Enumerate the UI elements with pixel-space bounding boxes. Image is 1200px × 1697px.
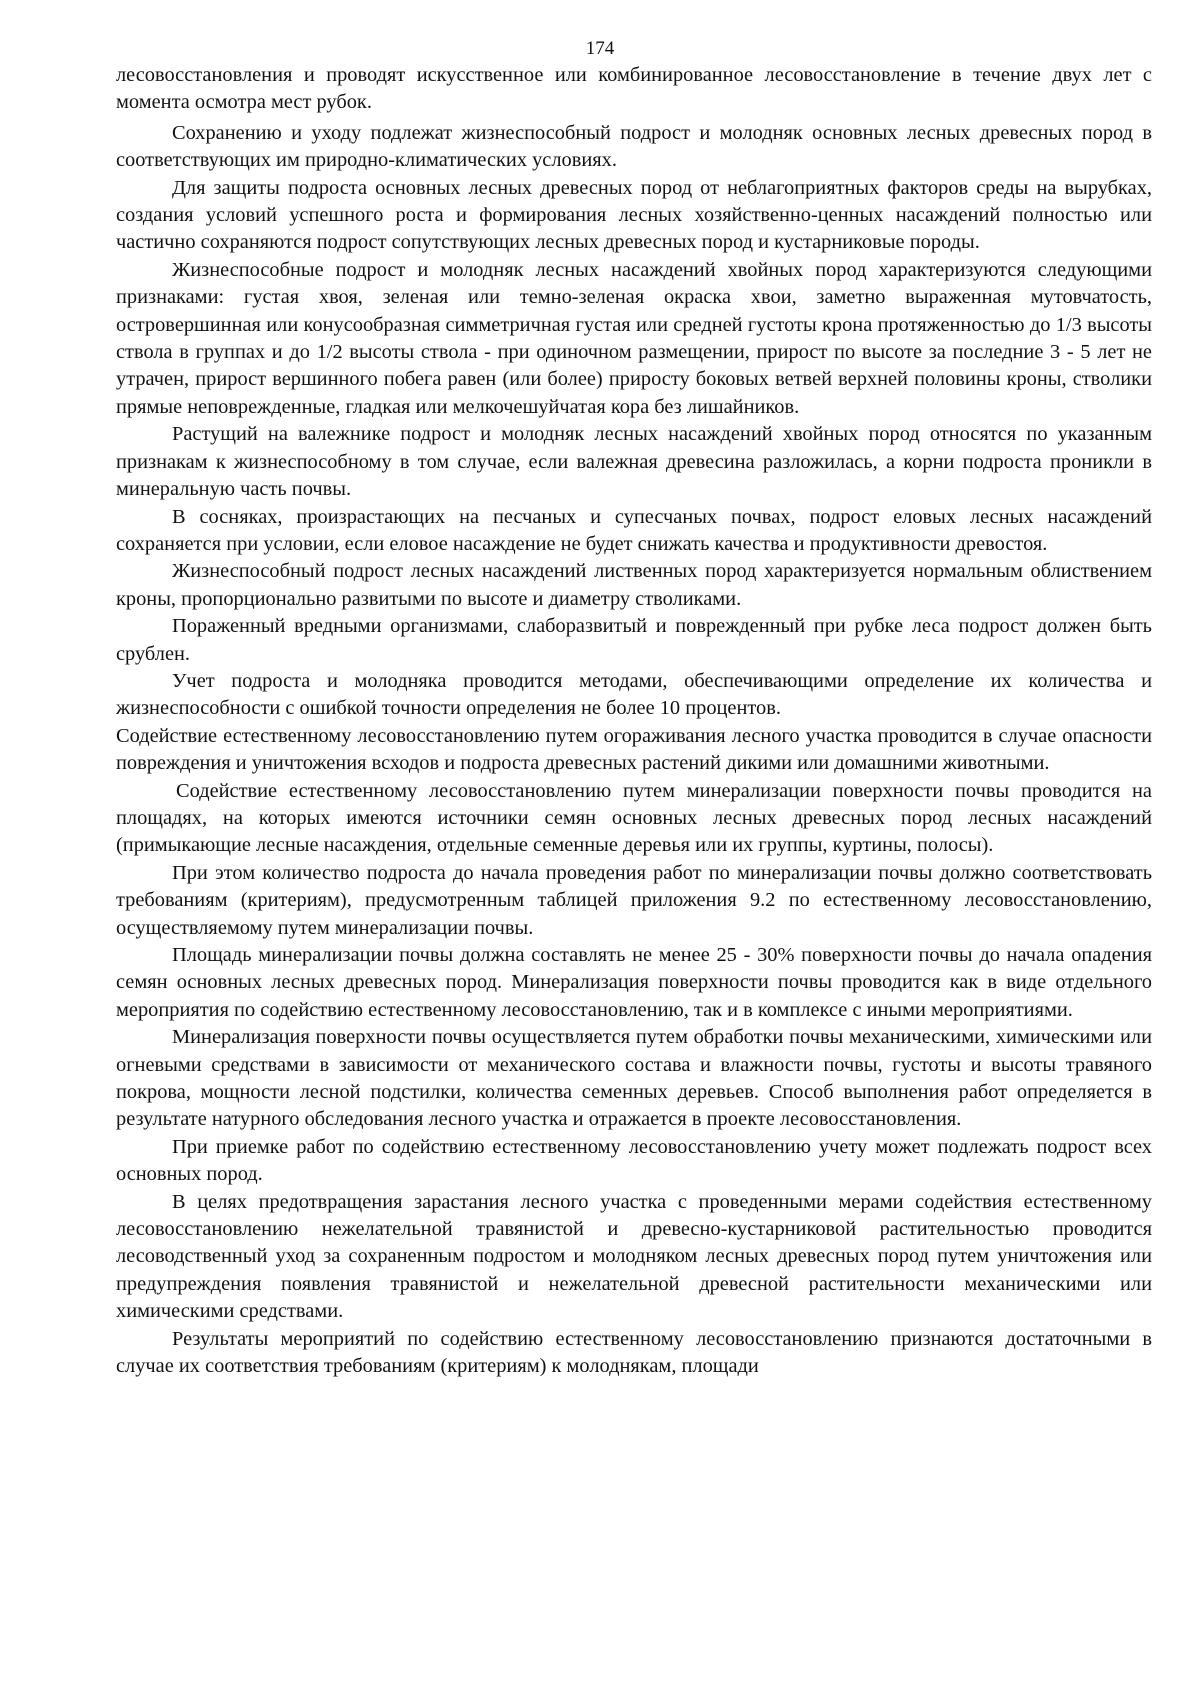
paragraph: Жизнеспособные подрост и молодняк лесных насаждений хвойных пород характеризуются следующими признаками: густая хвоя, зеленая или темно-зеленая окраска хвои, заметно выраженная мутовчатость, островершинная или конусообразная симметричная густая или средней густоты крона протяженностью до 1/3 высоты ствола в группах и до 1/2 высоты ствола - при одиночном размещении, прирост по высоте за последние 3 - 5 лет не утрачен, прирост вершинного побега равен (или более) приросту боковых ветвей верхней половины кроны, стволики прямые неповрежденные, гладкая или мелкочешуйчатая кора без лишайников. — [116, 258, 1152, 418]
paragraph: Жизнеспособный подрост лесных насаждений лиственных пород характеризуется нормальным облиствением кроны, пропорционально развитыми по высоте и диаметру стволиками. — [116, 560, 1152, 610]
paragraph: При этом количество подроста до начала проведения работ по минерализации почвы должно соответствовать требованиям (критериям), предусмотренным таблицей приложения 9.2 по естественному лесовосстановлению, осуществляемому путем минерализации почвы. — [116, 861, 1152, 939]
paragraph: Учет подроста и молодняка проводится методами, обеспечивающими определение их количества и жизнеспособности с ошибкой точности определения не более 10 процентов. — [116, 669, 1152, 720]
paragraph: Минерализация поверхности почвы осуществляется путем обработки почвы механическими, химическими или огневыми средствами в зависимости от механического состава и влажности почвы, густоты и высоты травяного покрова, мощности лесной подстилки, количества семенных деревьев. Способ выполнения работ определяется в результате натурного обследования лесного участка и отражается в проекте лесовосстановления. — [116, 1026, 1152, 1131]
paragraph: Результаты мероприятий по содействию естественному лесовосстановлению признаются достаточными в случае их соответствия требованиям (критериям) к молоднякам, площади — [116, 1327, 1152, 1378]
paragraph: Растущий на валежнике подрост и молодняк лесных насаждений хвойных пород относятся по указанным признакам к жизнеспособному в том случае, если валежная древесина разложилась, а корни подроста проникли в минеральную часть почвы. — [116, 423, 1152, 501]
page-body — [116, 62, 1152, 1381]
paragraph-continuation: лесовосстановления и проводят искусственное или комбинированное лесовосстановление в течение двух лет с момента осмотра мест рубок. — [116, 64, 1152, 114]
paragraph: Пораженный вредными организмами, слаборазвитый и поврежденный при рубке леса подрост должен быть срублен. — [116, 615, 1152, 665]
page-number: 174 — [585, 38, 615, 59]
paragraph: Сохранению и уходу подлежат жизнеспособный подрост и молодняк основных лесных древесных пород в соответствующих им природно-климатических условиях. — [116, 121, 1152, 172]
paragraph: Для защиты подроста основных лесных древесных пород от неблагоприятных факторов среды на вырубках, создания условий успешного роста и формирования лесных хозяйственно-ценных насаждений полностью или частично сохраняются подрост сопутствующих лесных древесных пород и кустарниковые породы. — [116, 176, 1152, 254]
paragraph: В целях предотвращения зарастания лесного участка с проведенными мерами содействия естественному лесовосстановлению нежелательной травянистой и древесно-кустарниковой растительностью проводится лесоводственный уход за сохраненным подростом и молодняком лесных древесных пород путем уничтожения или предупреждения появления травянистой и нежелательной древесной растительности механическими или химическими средствами. — [116, 1190, 1152, 1323]
paragraph: При приемке работ по содействию естественному лесовосстановлению учету может подлежать подрост всех основных пород. — [116, 1135, 1152, 1186]
paragraph: Содействие естественному лесовосстановлению путем огораживания лесного участка проводится в случае опасности повреждения и уничтожения всходов и подроста древесных растений дикими или домашними животными. — [116, 724, 1152, 775]
paragraph: Площадь минерализации почвы должна составлять не менее 25 - 30% поверхности почвы до начала опадения семян основных лесных древесных пород. Минерализация поверхности почвы проводится как в виде отдельного мероприятия по содействию естественному лесовосстановлению, так и в комплексе с иными мероприятиями. — [116, 944, 1152, 1021]
paragraph: Содействие естественному лесовосстановлению путем минерализации поверхности почвы проводится на площадях, на которых имеются источники семян основных лесных древесных пород лесных насаждений (примыкающие лесные насаждения, отдельные семенные деревья или их группы, куртины, полосы). — [116, 779, 1152, 857]
paragraph: В сосняках, произрастающих на песчаных и супесчаных почвах, подрост еловых лесных насаждений сохраняется при условии, если еловое насаждение не будет снижать качества и продуктивности древостоя. — [116, 505, 1152, 555]
